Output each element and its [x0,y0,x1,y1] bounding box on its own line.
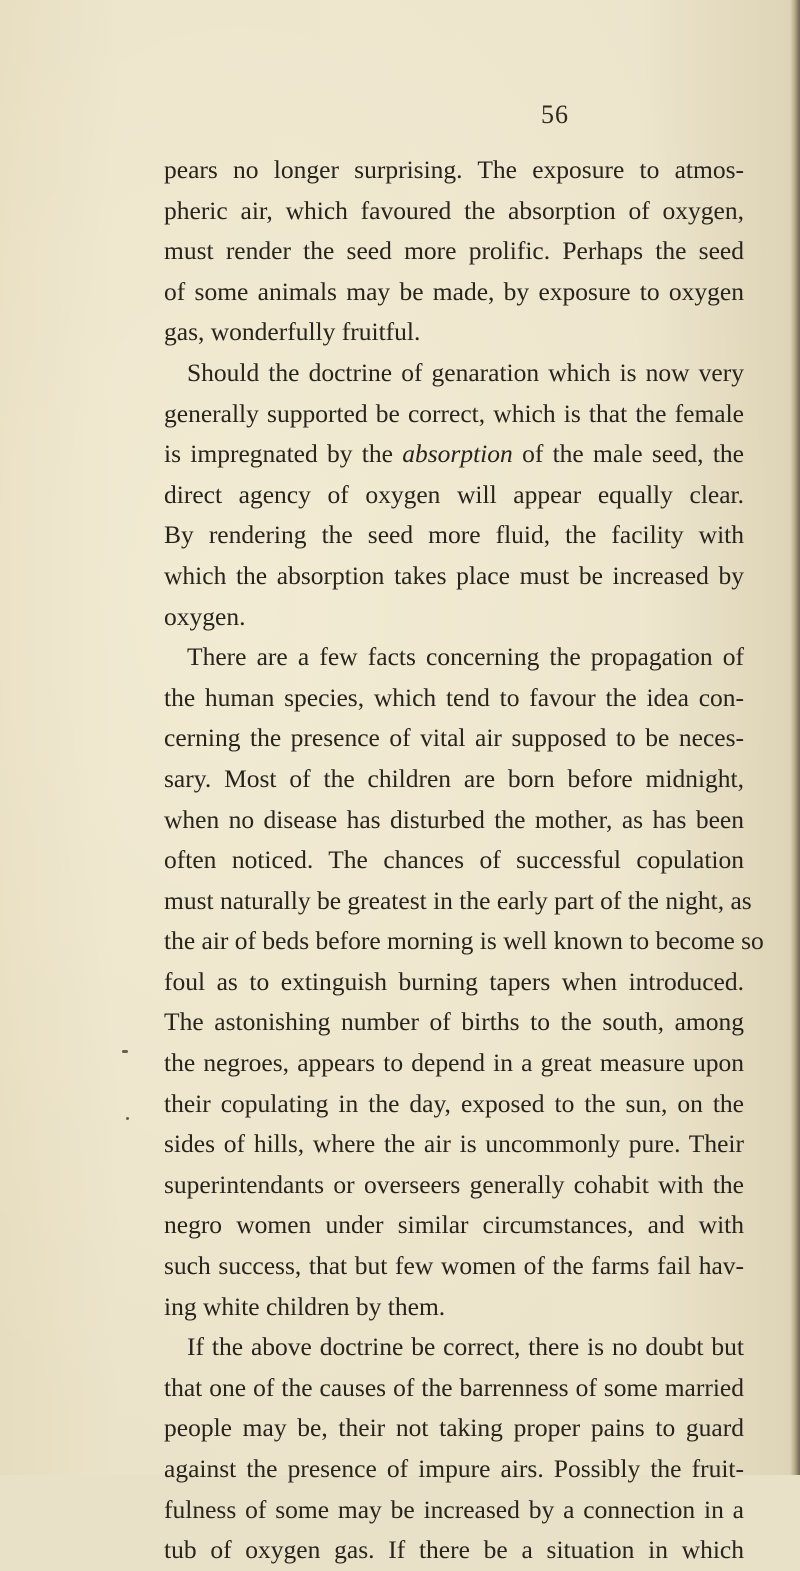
text-line: oxygen. [164,601,246,631]
text-line: often noticed. The chances of successful copulation [164,845,744,875]
text-line: By rendering the seed more fluid, the facility with [164,520,744,550]
text-line: foul as to extinguish burning tapers when introduced. [164,966,744,996]
text-line: fulness of some may be increased by a connection in a [164,1494,744,1524]
margin-mark [126,1117,129,1120]
text-line: against the presence of impure airs. Possibly the fruit- [164,1454,744,1483]
text-line: the human species, which tend to favour the idea con- [164,682,744,712]
text-line: Should the doctrine of genaration which is now very [187,357,744,387]
text-line: If the above doctrine be correct, there is no doubt but [187,1332,744,1362]
text-line: that one of the causes of the barrenness of some married [164,1372,744,1402]
text-line: cerning the presence of vital air supposed to be neces- [164,723,744,753]
text-line: ing white children by them. [164,1291,446,1321]
text-line: is impregnated by the absorption of the male seed, the [164,439,744,469]
text-line: sary. Most of the children are born before midnight, [164,763,744,793]
text-line: such success, that but few women of the farms fail hav- [164,1251,744,1281]
text-line: superintendants or overseers generally cohabit with the [164,1169,744,1199]
text-line: The astonishing number of births to the south, among [164,1007,744,1037]
text-line: when no disease has disturbed the mother, as has been [164,804,744,834]
text-line: the air of beds before morning is well known to become so [164,926,764,956]
margin-mark [122,1050,128,1053]
emphasized-word: absorption [402,439,513,469]
text-line: direct agency of oxygen will appear equally clear. [164,479,744,509]
page-number: 56 [541,100,569,129]
page-edge-shadow [790,0,800,1475]
text-line: sides of hills, where the air is uncommonly pure. Their [164,1129,744,1159]
body-text [164,150,764,1571]
text-line: people may be, their not taking proper pains to guard [164,1413,744,1443]
text-line: must render the seed more prolific. Perhaps the seed [164,236,744,266]
text-line: generally supported be correct, which is that the female [164,398,744,428]
text-line: which the absorption takes place must be increased by [164,560,744,590]
text-line: their copulating in the day, exposed to the sun, on the [164,1088,744,1118]
text-line: negro women under similar circumstances, and with [164,1210,744,1240]
text-line: must naturally be greatest in the early part of the night, as [164,885,752,915]
text-line: gas, wonderfully fruitful. [164,317,421,347]
text-line: There are a few facts concerning the propagation of [187,642,744,672]
text-line: tub of oxygen gas. If there be a situation in which [164,1535,744,1565]
text-line: pears no longer surprising. The exposure to atmos- [164,155,744,184]
text-line: pheric air, which favoured the absorption of oxygen, [164,195,744,225]
text-line: the negroes, appears to depend in a great measure upon [164,1048,744,1078]
text-line: of some animals may be made, by exposure to oxygen [164,276,744,306]
